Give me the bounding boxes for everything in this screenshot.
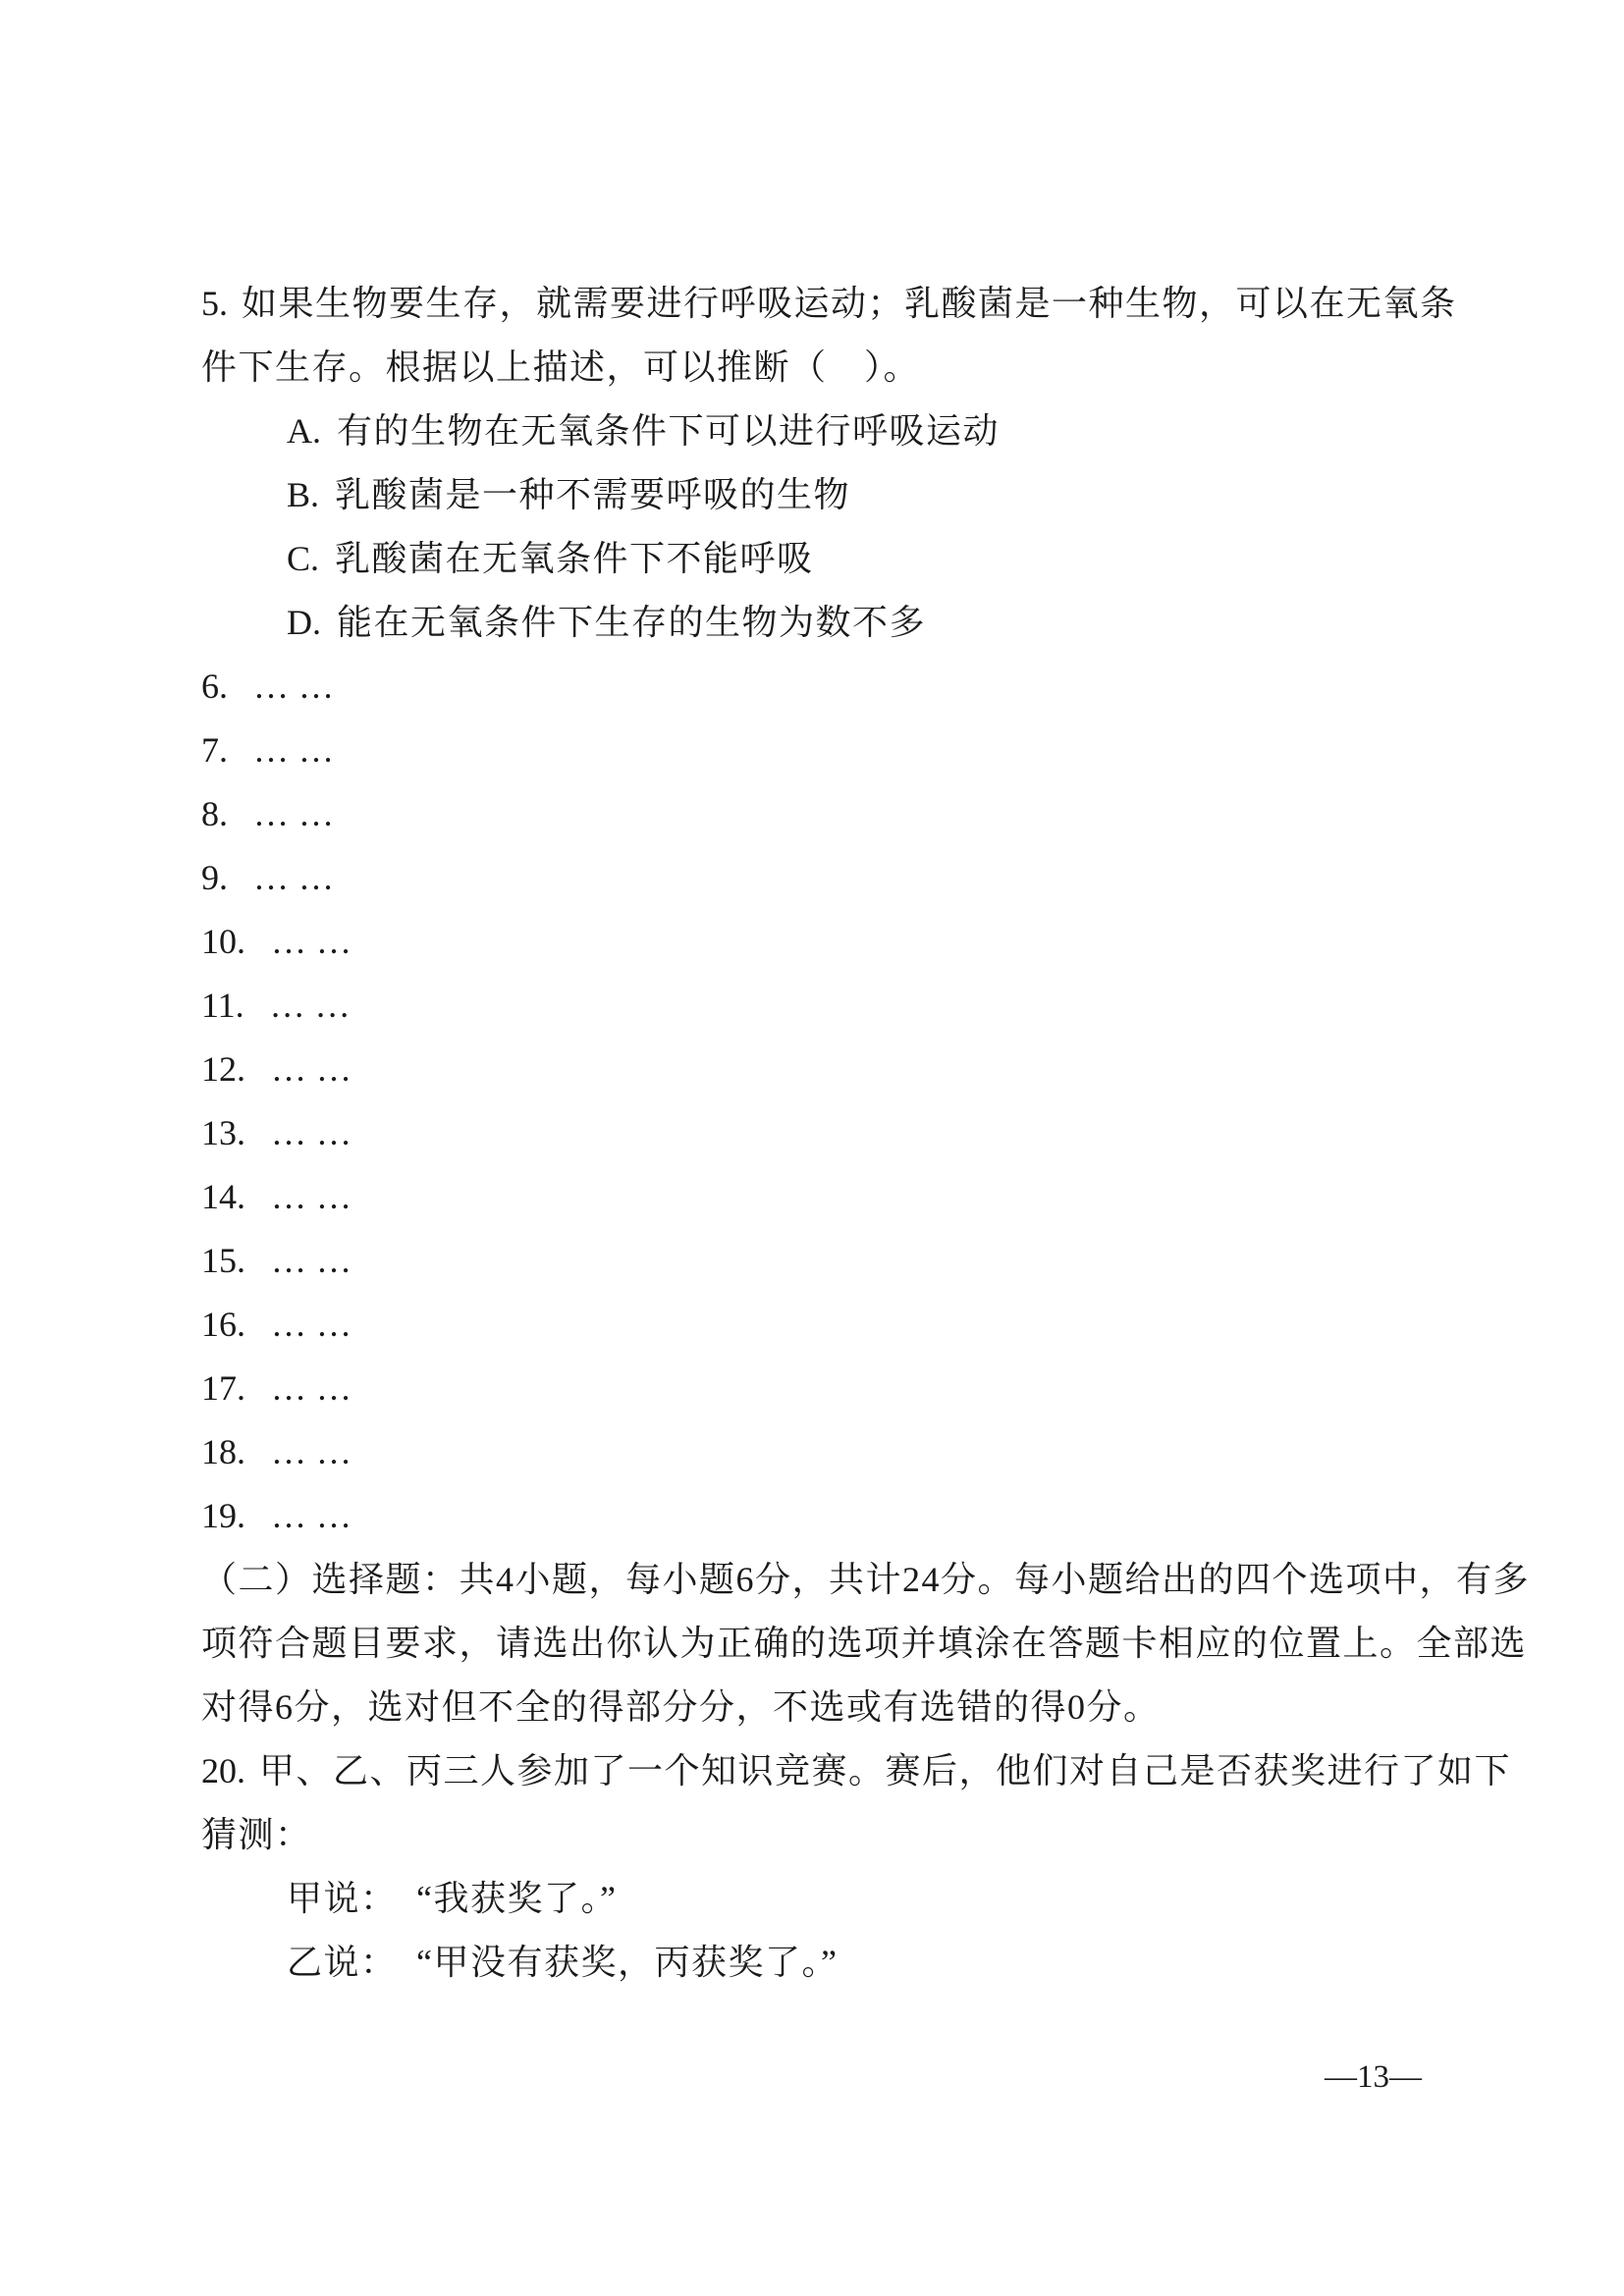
option-d-text: 能在无氧条件下生存的生物为数不多 — [337, 603, 927, 642]
question-7-omitted — [201, 719, 1488, 782]
question-6-ellipsis: …… — [253, 667, 344, 706]
question-5-text-2: 件下生存。根据以上描述，可以推断（ ）。 — [201, 347, 921, 387]
question-20-text-1: 甲、乙、丙三人参加了一个知识竞赛。赛后，他们对自己是否获奖进行了如下 — [259, 1751, 1512, 1790]
section-2-text-2: 项符合题目要求，请选出你认为正确的选项并填涂在答题卡相应的位置上。全部选 — [201, 1624, 1528, 1663]
question-6-number: 6. — [201, 667, 228, 706]
section-2-header-line-2 — [201, 1612, 1528, 1676]
question-20-line-2 — [201, 1803, 1488, 1867]
question-5-option-d — [201, 591, 1488, 655]
section-2-header-line-3 — [201, 1676, 1488, 1739]
question-9-number: 9. — [201, 858, 228, 897]
question-7-number: 7. — [201, 730, 228, 770]
question-19-ellipsis: …… — [271, 1496, 361, 1535]
question-19-number: 19. — [201, 1496, 245, 1535]
question-6-omitted — [201, 655, 1488, 719]
option-d-label: D. — [287, 603, 321, 642]
question-7-ellipsis: …… — [253, 730, 344, 770]
question-5-number: 5. — [201, 284, 228, 323]
question-9-ellipsis: …… — [253, 858, 344, 897]
question-12-omitted — [201, 1038, 1488, 1101]
question-13-ellipsis: …… — [271, 1113, 361, 1152]
page-number: —13— — [1325, 2059, 1422, 2095]
question-5-option-a — [201, 400, 1488, 463]
question-15-number: 15. — [201, 1241, 245, 1280]
question-10-ellipsis: …… — [271, 922, 361, 961]
question-8-omitted — [201, 782, 1488, 846]
question-11-ellipsis: …… — [269, 986, 360, 1025]
question-15-ellipsis: …… — [271, 1241, 361, 1280]
question-10-number: 10. — [201, 922, 245, 961]
option-b-label: B. — [287, 475, 320, 514]
question-20-number: 20. — [201, 1751, 245, 1790]
question-8-number: 8. — [201, 794, 228, 833]
question-16-ellipsis: …… — [271, 1305, 361, 1344]
question-18-number: 18. — [201, 1432, 245, 1471]
section-2-header-line-1 — [201, 1548, 1531, 1612]
question-16-omitted — [201, 1293, 1488, 1357]
section-2-text-1: （二）选择题：共4小题，每小题6分，共计24分。每小题给出的四个选项中，有多 — [201, 1560, 1531, 1599]
question-5-line-1 — [201, 272, 1488, 336]
question-18-omitted — [201, 1420, 1488, 1484]
question-12-ellipsis: …… — [271, 1049, 361, 1089]
question-9-omitted — [201, 846, 1488, 910]
section-2-text-3: 对得6分，选对但不全的得部分分，不选或有选错的得0分。 — [201, 1687, 1161, 1727]
option-a-label: A. — [287, 411, 321, 451]
question-17-number: 17. — [201, 1368, 245, 1408]
option-b-text: 乳酸菌是一种不需要呼吸的生物 — [335, 475, 851, 514]
question-17-ellipsis: …… — [271, 1368, 361, 1408]
question-10-omitted — [201, 910, 1488, 974]
option-a-text: 有的生物在无氧条件下可以进行呼吸运动 — [337, 411, 1001, 451]
question-14-number: 14. — [201, 1177, 245, 1216]
question-15-omitted — [201, 1229, 1488, 1293]
question-13-omitted — [201, 1101, 1488, 1165]
question-8-ellipsis: …… — [253, 794, 344, 833]
question-18-ellipsis: …… — [271, 1432, 361, 1471]
question-5-option-b — [201, 463, 1488, 527]
question-20-statement-jia — [201, 1867, 1488, 1931]
statement-jia-text: 甲说： “我获奖了。” — [287, 1879, 618, 1918]
question-17-omitted — [201, 1357, 1488, 1420]
question-19-omitted — [201, 1484, 1488, 1548]
question-5-text-1: 如果生物要生存，就需要进行呼吸运动；乳酸菌是一种生物，可以在无氧条 — [242, 284, 1457, 323]
question-14-omitted — [201, 1165, 1488, 1229]
option-c-text: 乳酸菌在无氧条件下不能呼吸 — [335, 539, 814, 578]
question-12-number: 12. — [201, 1049, 245, 1089]
question-16-number: 16. — [201, 1305, 245, 1344]
question-5-option-c — [201, 527, 1488, 591]
statement-yi-text: 乙说： “甲没有获奖，丙获奖了。” — [287, 1943, 839, 1982]
page-body — [201, 272, 1531, 1995]
question-11-number: 11. — [201, 986, 244, 1025]
question-14-ellipsis: …… — [271, 1177, 361, 1216]
question-20-line-1 — [201, 1739, 1512, 1803]
question-20-statement-yi — [201, 1931, 1488, 1995]
question-13-number: 13. — [201, 1113, 245, 1152]
question-20-text-2: 猜测： — [201, 1815, 312, 1854]
option-c-label: C. — [287, 539, 320, 578]
question-5-line-2 — [201, 336, 1488, 400]
question-11-omitted — [201, 974, 1488, 1038]
